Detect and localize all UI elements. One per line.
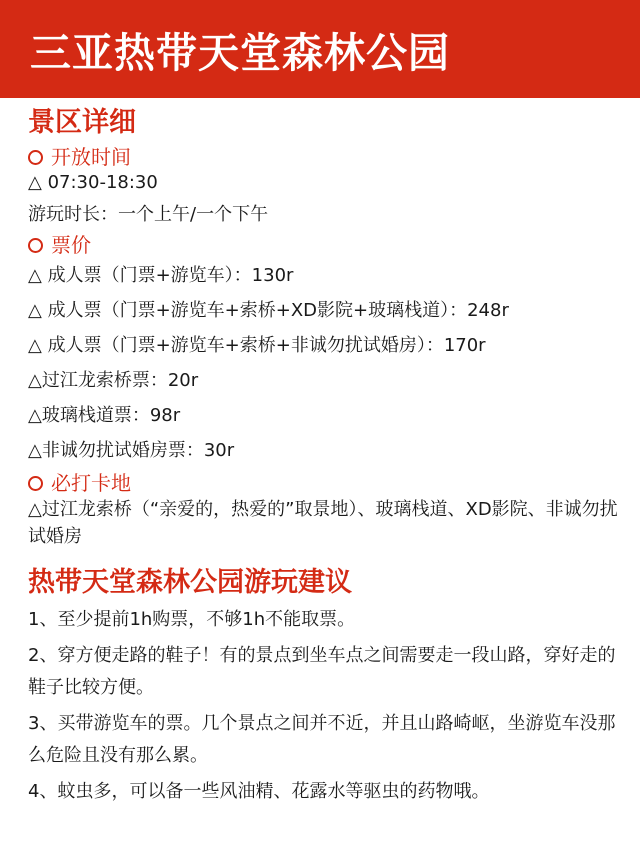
list-item bbox=[28, 258, 640, 293]
play-duration: 游玩时长：一个上午/一个下午 bbox=[28, 204, 269, 225]
tips-heading: 热带天堂森林公园游玩建议 bbox=[28, 567, 352, 598]
opening-hours bbox=[28, 170, 640, 196]
triangle-icon: △ bbox=[28, 335, 42, 356]
spots-subheading bbox=[28, 470, 640, 496]
ticket-text: 非诚勿扰试婚房票：30r bbox=[41, 440, 235, 461]
circle-icon bbox=[28, 476, 43, 491]
triangle-icon: △ bbox=[28, 405, 42, 426]
spots-value: 过江龙索桥（“亲爱的，热爱的”取景地）、玻璃栈道、XD影院、非诚勿扰试婚房 bbox=[28, 499, 618, 547]
ticket-text: 成人票（门票+游览车+索桥+XD影院+玻璃栈道）：248r bbox=[47, 300, 509, 321]
tickets-subheading bbox=[28, 232, 640, 258]
list-item bbox=[28, 328, 640, 363]
triangle-icon: △ bbox=[28, 370, 42, 391]
ticket-text: 成人票（门票+游览车）：130r bbox=[47, 265, 294, 286]
spots-label: 必打卡地 bbox=[51, 471, 131, 495]
list-item: 1、至少提前1h购票，不够1h不能取票。 bbox=[28, 609, 356, 630]
list-item bbox=[28, 293, 640, 328]
list-item: 2、穿方便走路的鞋子！有的景点到坐车点之间需要走一段山路，穿好走的鞋子比较方便。 bbox=[28, 645, 616, 698]
triangle-icon: △ bbox=[28, 172, 42, 193]
list-item bbox=[28, 433, 640, 468]
list-item bbox=[28, 398, 640, 433]
list-item: 4、蚊虫多，可以备一些风油精、花露水等驱虫的药物哦。 bbox=[28, 781, 490, 802]
details-heading: 景区详细 bbox=[28, 107, 136, 138]
ticket-list bbox=[28, 258, 640, 468]
circle-icon bbox=[28, 150, 43, 165]
circle-icon bbox=[28, 238, 43, 253]
triangle-icon: △ bbox=[28, 499, 42, 520]
spots-text bbox=[28, 496, 618, 550]
opening-subheading bbox=[28, 144, 640, 170]
tickets-label: 票价 bbox=[51, 233, 91, 257]
ticket-text: 玻璃栈道票：98r bbox=[41, 405, 181, 426]
opening-label: 开放时间 bbox=[51, 145, 131, 169]
title-banner bbox=[0, 0, 640, 98]
content bbox=[0, 98, 640, 808]
tips-list bbox=[28, 604, 640, 808]
triangle-icon: △ bbox=[28, 440, 42, 461]
ticket-text: 成人票（门票+游览车+索桥+非诚勿扰试婚房）：170r bbox=[47, 335, 486, 356]
triangle-icon: △ bbox=[28, 265, 42, 286]
opening-hours-value: 07:30-18:30 bbox=[47, 172, 158, 193]
triangle-icon: △ bbox=[28, 300, 42, 321]
list-item bbox=[28, 363, 640, 398]
page-title: 三亚热带天堂森林公园 bbox=[30, 28, 450, 77]
ticket-text: 过江龙索桥票：20r bbox=[41, 370, 199, 391]
list-item: 3、买带游览车的票。几个景点之间并不近，并且山路崎岖，坐游览车没那么危险且没有那么累。 bbox=[28, 713, 616, 766]
